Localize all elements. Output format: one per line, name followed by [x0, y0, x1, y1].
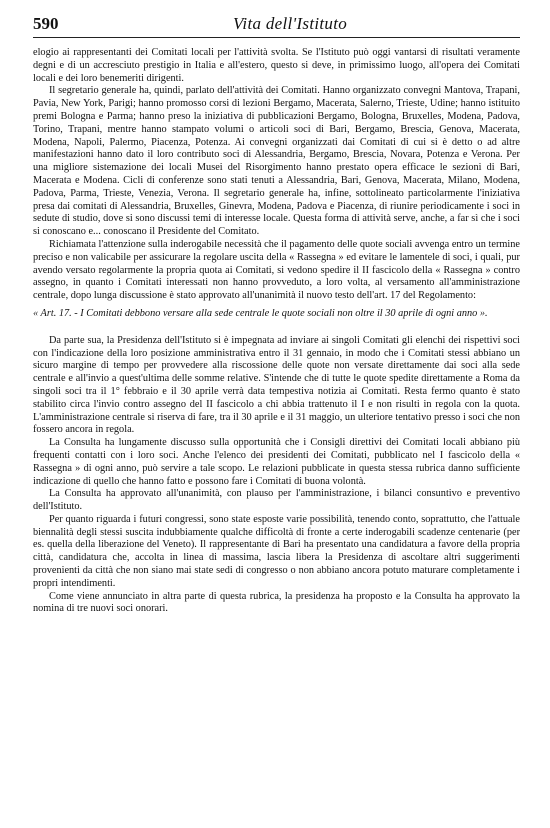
- paragraph-5: La Consulta ha lungamente discusso sulla opportunità che i Consigli direttivi dei Comitati locali abbiano più frequenti contatti con i loro soci. Anche l'elenco dei presidenti dei Comitati, pubblicato nel I fascicolo della « Rassegna » di ogni anno, può servire a tale scopo. Le relazioni pubblicate in questa stessa rubrica danno sufficiente indicazione di quello che hanno fatto e possono fare i Comitati di buona volontà.: [33, 437, 520, 487]
- paragraph-2: Il segretario generale ha, quindi, parlato dell'attività dei Comitati. Hanno organizzato convegni Mantova, Trapani, Pavia, New York, Parigi; hanno promosso corsi di lezioni Bergamo, Macerata, Salerno, Trieste, Udine; hanno istituito premi Bologna e Parma; hanno preso la iniziativa di pubblicazioni Bergamo, Bologna, Bruxelles, Modena, Padova, Torino, Trapani, mentre hanno stampato volumi o articoli soci di Bari, Bergamo, Brescia, Genova, Macerata, Modena, Napoli, Palermo, Piacenza, Potenza. Ai convegni organizzati dai Comitati di cui si è detto o ad altre manifestazioni hanno dato il loro contributo soci di Alessandria, Bergamo, Brescia, Novara, Potenza e Verona. Per una migliore sistemazione dei locali Musei del Risorgimento hanno prestato opera efficace le sezioni di Bari, Macerata e Modena. Cicli di conferenze sono stati tenuti a Alessandria, Bari, Genova, Macerata, Milano, Modena, Padova, Parma, Trieste, Venezia, Verona. Il segretario generale ha, infine, sottolineato particolarmente l'iniziativa presa dai comitati di Alessandria, Bruxelles, Ginevra, Modena, Padova e Piacenza, di riunire periodicamente i soci in sedute di studio, dove si sono discussi temi di interesse locale. Questa forma di attività serve, anche, a far sì che i soci si conoscano e... conoscano il Presidente del Comitato.: [33, 85, 520, 238]
- paragraph-6: La Consulta ha approvato all'unanimità, con plauso per l'amministrazione, i bilanci consuntivo e preventivo dell'Istituto.: [33, 488, 520, 513]
- page-number: 590: [33, 14, 59, 33]
- running-header: [33, 14, 520, 36]
- header-rule: [33, 37, 520, 38]
- regulation-quote: « Art. 17. - I Comitati debbono versare alla sede centrale le quote sociali non oltre il 30 aprile di ogni anno ».: [33, 307, 488, 319]
- paragraph-4: Da parte sua, la Presidenza dell'Istituto si è impegnata ad inviare ai singoli Comitati gli elenchi dei rispettivi soci con l'indicazione della loro posizione amministrativa entro il 31 gennaio, in modo che i Comitati stessi abbiano un sicuro margine di tempo per provvedere alla riscossione delle quote non versate direttamente dai soci alla sede centrale e all'invio a quest'ultima delle somme relative. S'intende che di tutte le quote spedite direttamente a Roma da singoli soci tra il 1° febbraio e il 30 aprile verrà data tempestiva notizia ai Comitati. Resta fermo quanto è stato stabilito circa l'invio contro assegno del II fascicolo a chi abbia trattenuto il I e non risulti in regola con la quota. L'amministrazione centrale si riserva di fare, tra il 30 aprile e il 31 maggio, un ulteriore tentativo presso i soci che non fossero ancora in regola.: [33, 334, 520, 436]
- paragraph-1: elogio ai rappresentanti dei Comitati locali per l'attività svolta. Se l'Istituto può oggi vantarsi di risultati veramente degni e di un accresciuto prestigio in Italia e all'estero, questo si deve, in primissimo luogo, all'opera dei Comitati locali e dei loro benemeriti dirigenti.: [33, 47, 520, 84]
- running-title: Vita dell'Istituto: [233, 14, 348, 33]
- body-text: [33, 47, 520, 616]
- paragraph-7: Per quanto riguarda i futuri congressi, sono state esposte varie possibilità, tenendo conto, soprattutto, che l'attuale biennalità degli stessi suscita indubbiamente qualche difficoltà di fronte a certe inderogabili scadenze centenarie (per es. quella della liberazione del Veneto). Il rappresentante di Bari ha presentato una candidatura a favore della propria città, candidatura che, accolta in linea di massima, lascia libera la Presidenza di ascoltare altri suggerimenti provenienti da città che non siano mai state sedi di congresso o non abbiano ancora potuto maturare completamente i propri intendimenti.: [33, 513, 520, 589]
- paragraph-3: Richiamata l'attenzione sulla inderogabile necessità che il pagamento delle quote sociali avvenga entro un termine preciso e non valicabile per assicurare la regolare uscita della « Rassegna » ed evitare le lamentele di soci, i quali, pur avendo versato regolarmente la propria quota ai Comitati, si vedono spedire il II fascicolo della « Rassegna » contro assegno, in quanto i Comitati interessati non hanno provveduto, a loro volta, al versamento all'amministrazione centrale, dopo lunga discussione è stato approvato all'unanimità il nuovo testo dell'art. 17 del Regolamento:: [33, 238, 520, 302]
- paragraph-8: Come viene annunciato in altra parte di questa rubrica, la presidenza ha proposto e la Consulta ha approvato la nomina di tre nuovi soci onorari.: [33, 590, 520, 615]
